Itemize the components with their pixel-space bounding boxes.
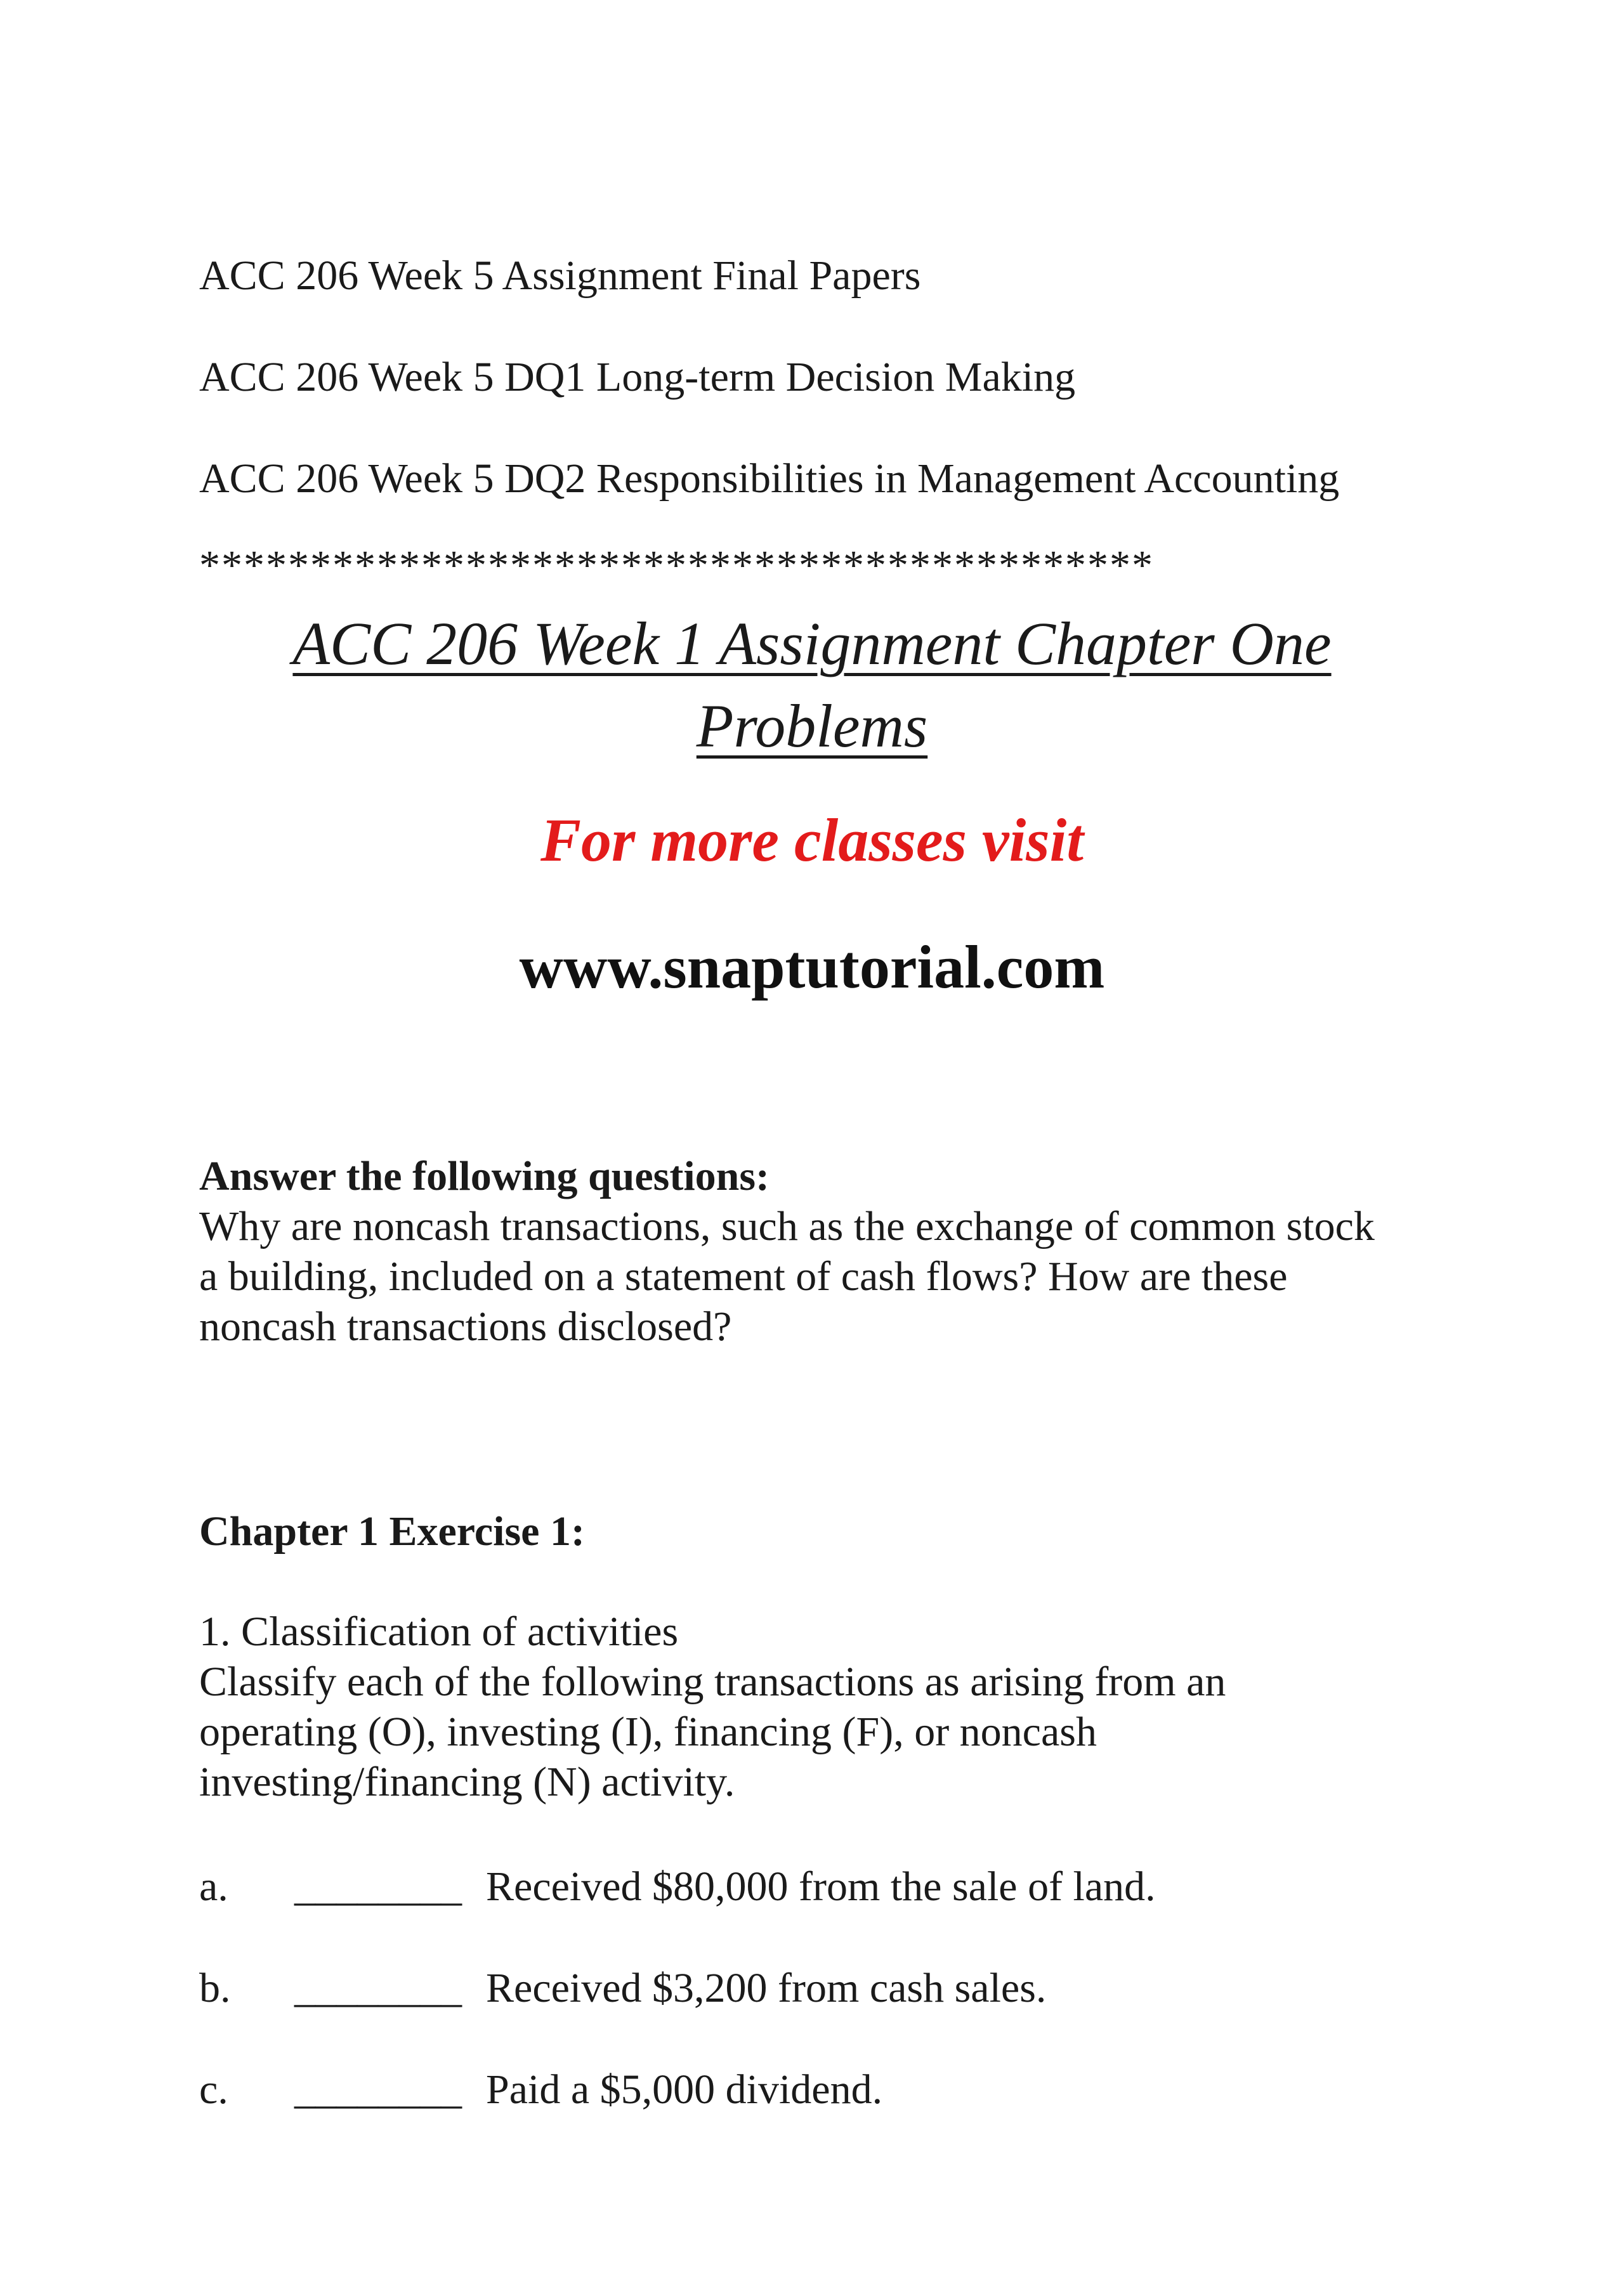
list-item xyxy=(199,1963,1046,2014)
question-line-3: noncash transactions disclosed? xyxy=(199,1303,732,1350)
list-item xyxy=(199,2064,882,2115)
item-text: Paid a $5,000 dividend. xyxy=(486,2066,883,2113)
website-link[interactable]: www.snaptutorial.com xyxy=(519,933,1105,1001)
header-line-1: ACC 206 Week 5 Assignment Final Papers xyxy=(199,252,921,299)
question-line-2: a building, included on a statement of cash flows? How are these xyxy=(199,1253,1288,1300)
header-line-3: ACC 206 Week 5 DQ2 Responsibilities in Management Accounting xyxy=(199,455,1340,502)
header-line-2: ACC 206 Week 5 DQ1 Long-term Decision Making xyxy=(199,354,1076,400)
list-item xyxy=(199,1862,1156,1912)
item-text: Received $80,000 from the sale of land. xyxy=(486,1863,1156,1910)
exercise-line-2: Classify each of the following transactions as arising from an xyxy=(199,1659,1226,1705)
answer-blank: ________ xyxy=(294,1863,462,1910)
exercise-heading: Chapter 1 Exercise 1: xyxy=(199,1508,585,1555)
item-letter: c. xyxy=(199,2066,228,2113)
document-title-line-1: ACC 206 Week 1 Assignment Chapter One xyxy=(292,610,1332,677)
separator: ******************************************* xyxy=(199,542,1154,589)
item-letter: b. xyxy=(199,1965,231,2011)
exercise-line-3: operating (O), investing (I), financing (F), or noncash xyxy=(199,1709,1097,1755)
exercise-line-1: 1. Classification of activities xyxy=(199,1608,679,1655)
item-text: Received $3,200 from cash sales. xyxy=(486,1965,1047,2011)
exercise-line-4: investing/financing (N) activity. xyxy=(199,1759,735,1805)
promo-text: For more classes visit xyxy=(540,806,1084,874)
item-letter: a. xyxy=(199,1863,228,1910)
document-title-line-2: Problems xyxy=(696,692,928,760)
question-block xyxy=(199,1151,1468,1352)
answer-heading: Answer the following questions: xyxy=(199,1153,770,1199)
question-line-1: Why are noncash transactions, such as the exchange of common stock xyxy=(199,1203,1375,1249)
answer-blank: ________ xyxy=(294,2066,462,2113)
exercise-instructions xyxy=(199,1607,1468,1807)
answer-blank: ________ xyxy=(294,1965,462,2011)
